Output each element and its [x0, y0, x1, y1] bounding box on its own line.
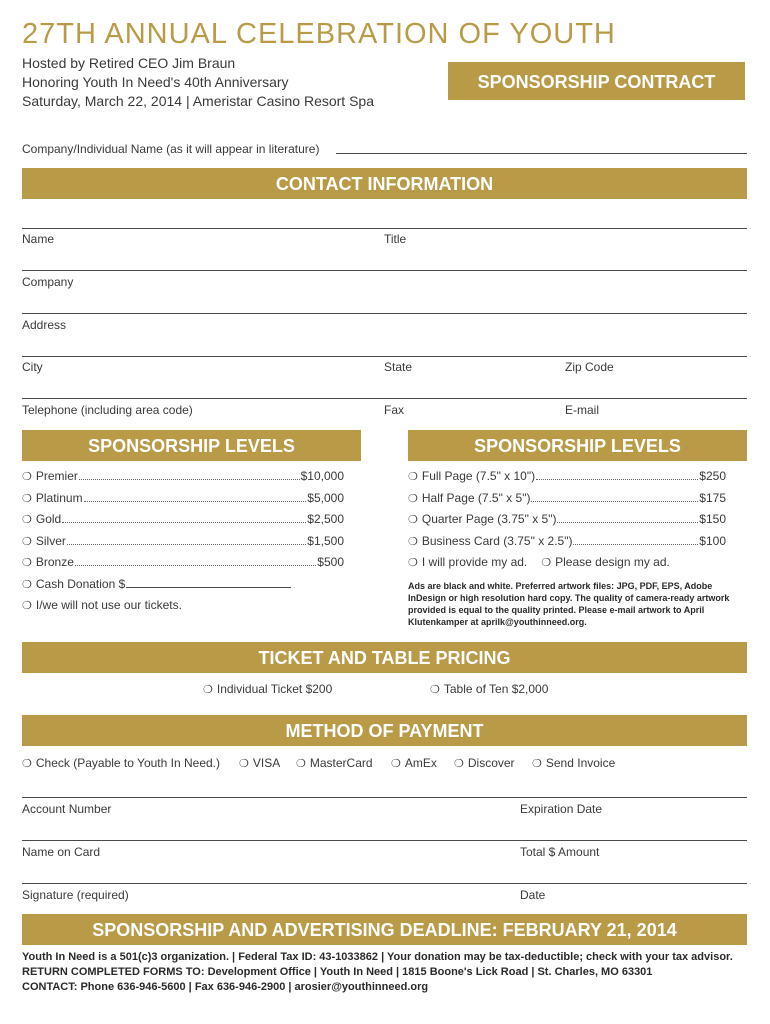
level-name: Silver	[35, 533, 66, 548]
ad-name: Quarter Page (3.75" x 5")	[421, 512, 557, 526]
host-line: Hosted by Retired CEO Jim Braun	[22, 55, 236, 71]
payment-option-label: Check (Payable to Youth In Need.)	[35, 756, 220, 770]
table-of-ten-label: Table of Ten $2,000	[443, 682, 549, 696]
payment-heading: METHOD OF PAYMENT	[22, 715, 747, 746]
provide-ad-option[interactable]: I will provide my ad.	[421, 555, 528, 569]
payment-option-visa[interactable]	[239, 756, 280, 770]
payment-option-discover[interactable]	[454, 756, 515, 770]
level-price: $2,500	[307, 512, 344, 526]
payment-option-label: Discover	[467, 756, 515, 770]
company-label: Company	[22, 275, 74, 289]
ad-artwork-note: Ads are black and white. Preferred artwork files: JPG, PDF, EPS, Adobe InDesign or high resolution hard copy. The quality of camera-ready artwork provided is equal to the quality printed. Please e-mail artwork to April Klutenkamper at aprilk@youthinneed.org.	[408, 581, 730, 627]
ad-option[interactable]	[408, 491, 726, 513]
address-field[interactable]	[22, 356, 747, 357]
radio-button-icon[interactable]: ❍	[408, 492, 418, 505]
ad-option[interactable]	[408, 512, 726, 534]
ad-name: Half Page (7.5" x 5")	[421, 490, 531, 505]
company-name-field[interactable]	[336, 153, 747, 154]
event-title: 27TH ANNUAL CELEBRATION OF YOUTH	[22, 18, 616, 50]
radio-button-icon[interactable]: ❍	[22, 514, 32, 526]
expiration-label: Expiration Date	[520, 802, 603, 816]
city-state-zip-field[interactable]	[22, 398, 747, 399]
radio-button-icon[interactable]: ❍	[22, 492, 32, 505]
leader-dots	[536, 479, 698, 480]
account-expiration-field[interactable]	[22, 840, 747, 841]
state-label: State	[384, 360, 413, 374]
radio-button-icon[interactable]: ❍	[408, 557, 418, 569]
leader-dots	[573, 544, 698, 545]
date-label: Date	[520, 888, 546, 902]
no-tickets-option[interactable]	[22, 598, 344, 620]
level-price: $10,000	[300, 469, 344, 483]
payment-option-label: MasterCard	[309, 756, 373, 770]
divider	[22, 228, 747, 229]
name-on-card-label: Name on Card	[22, 845, 101, 859]
tickets-heading: TICKET AND TABLE PRICING	[22, 642, 747, 673]
sponsorship-heading-left: SPONSORSHIP LEVELS	[22, 430, 361, 461]
table-of-ten-option[interactable]	[430, 682, 548, 696]
radio-button-icon[interactable]: ❍	[454, 758, 464, 770]
leader-dots	[84, 501, 307, 502]
contact-heading: CONTACT INFORMATION	[22, 168, 747, 199]
payment-option-label: VISA	[252, 756, 281, 770]
radio-button-icon[interactable]: ❍	[296, 758, 306, 770]
name-total-field[interactable]	[22, 883, 747, 884]
address-label: Address	[22, 318, 67, 332]
level-price: $5,000	[307, 490, 344, 505]
signature-label: Signature (required)	[22, 888, 129, 902]
leader-dots	[67, 544, 306, 545]
radio-button-icon[interactable]: ❍	[22, 535, 32, 548]
name-field[interactable]	[22, 270, 747, 271]
cash-donation-option[interactable]	[22, 577, 344, 599]
level-price: $500	[317, 555, 344, 569]
radio-button-icon[interactable]: ❍	[22, 600, 32, 612]
payment-option-label: Send Invoice	[545, 756, 616, 770]
ad-provision-row	[408, 555, 726, 577]
honoring-line: Honoring Youth In Need's 40th Anniversary	[22, 74, 289, 90]
cash-donation-field[interactable]	[126, 587, 291, 588]
zip-label: Zip Code	[565, 360, 614, 374]
level-name: Bronze	[35, 555, 74, 569]
radio-button-icon[interactable]: ❍	[408, 471, 418, 483]
telephone-label: Telephone (including area code)	[22, 403, 193, 417]
leader-dots	[79, 479, 300, 480]
ad-name: Full Page (7.5" x 10")	[421, 469, 536, 483]
individual-ticket-label: Individual Ticket $200	[216, 682, 333, 696]
level-price: $1,500	[307, 533, 344, 548]
radio-button-icon[interactable]: ❍	[391, 758, 401, 770]
radio-button-icon[interactable]: ❍	[532, 758, 542, 770]
footer-contact: CONTACT: Phone 636-946-5600 | Fax 636-946-2900 | arosier@youthinneed.org	[22, 981, 429, 993]
payment-option-label: AmEx	[404, 756, 437, 770]
fax-label: Fax	[384, 403, 405, 417]
payment-option-amex[interactable]	[391, 756, 437, 770]
no-tickets-label: I/we will not use our tickets.	[35, 598, 182, 612]
ad-option[interactable]	[408, 534, 726, 556]
level-name: Gold	[35, 512, 62, 526]
sponsorship-heading-right: SPONSORSHIP LEVELS	[408, 430, 747, 461]
level-option[interactable]	[22, 491, 344, 513]
footer-tax-info: Youth In Need is a 501(c)3 organization. | Federal Tax ID: 43-1033862 | Your donation may be tax-deductible; check with your tax advisor.	[22, 951, 733, 963]
email-label: E-mail	[565, 403, 600, 417]
radio-button-icon[interactable]: ❍	[408, 535, 418, 548]
level-option[interactable]	[22, 555, 344, 577]
radio-button-icon[interactable]: ❍	[239, 758, 249, 770]
footer-return-address: RETURN COMPLETED FORMS TO: Development Office | Youth In Need | 1815 Boone's Lick Road | St. Charles, MO 63301	[22, 966, 653, 978]
level-option[interactable]	[22, 512, 344, 534]
payment-option-check[interactable]	[22, 756, 220, 770]
radio-button-icon[interactable]: ❍	[22, 557, 32, 569]
ad-price: $250	[699, 469, 726, 483]
radio-button-icon[interactable]: ❍	[22, 471, 32, 483]
design-ad-option[interactable]: Please design my ad.	[555, 555, 670, 569]
level-option[interactable]	[22, 534, 344, 556]
radio-button-icon[interactable]: ❍	[22, 758, 32, 770]
deadline-banner: SPONSORSHIP AND ADVERTISING DEADLINE: FEBRUARY 21, 2014	[22, 914, 747, 945]
payment-option-mastercard[interactable]	[296, 756, 373, 770]
total-amount-label: Total $ Amount	[520, 845, 600, 859]
level-name: Platinum	[35, 490, 83, 505]
ad-price: $150	[699, 512, 726, 526]
ad-name: Business Card (3.75" x 2.5")	[421, 533, 573, 548]
radio-button-icon[interactable]: ❍	[203, 684, 213, 696]
sponsorship-level-list	[22, 469, 344, 620]
ad-price: $100	[699, 533, 726, 548]
ad-price: $175	[699, 490, 726, 505]
level-name: Premier	[35, 469, 78, 483]
ad-option[interactable]	[408, 469, 726, 491]
ad-size-list	[408, 469, 726, 577]
individual-ticket-option[interactable]	[203, 682, 332, 696]
date-venue-line: Saturday, March 22, 2014 | Ameristar Casino Resort Spa	[22, 93, 374, 109]
account-number-label: Account Number	[22, 802, 112, 816]
radio-button-icon[interactable]: ❍	[541, 557, 552, 569]
leader-dots	[531, 501, 698, 502]
level-option[interactable]	[22, 469, 344, 491]
company-name-label: Company/Individual Name (as it will appear in literature)	[22, 142, 320, 156]
radio-button-icon[interactable]: ❍	[430, 684, 440, 696]
radio-button-icon[interactable]: ❍	[22, 578, 32, 591]
title-label: Title	[384, 232, 407, 246]
company-field[interactable]	[22, 313, 747, 314]
cash-donation-label: Cash Donation $	[35, 576, 126, 591]
radio-button-icon[interactable]: ❍	[408, 514, 418, 526]
name-label: Name	[22, 232, 55, 246]
leader-dots	[557, 522, 698, 523]
contract-banner: SPONSORSHIP CONTRACT	[448, 62, 745, 100]
leader-dots	[75, 565, 316, 566]
city-label: City	[22, 360, 43, 374]
divider	[22, 797, 747, 798]
payment-option-send-invoice[interactable]	[532, 756, 615, 770]
leader-dots	[62, 522, 306, 523]
